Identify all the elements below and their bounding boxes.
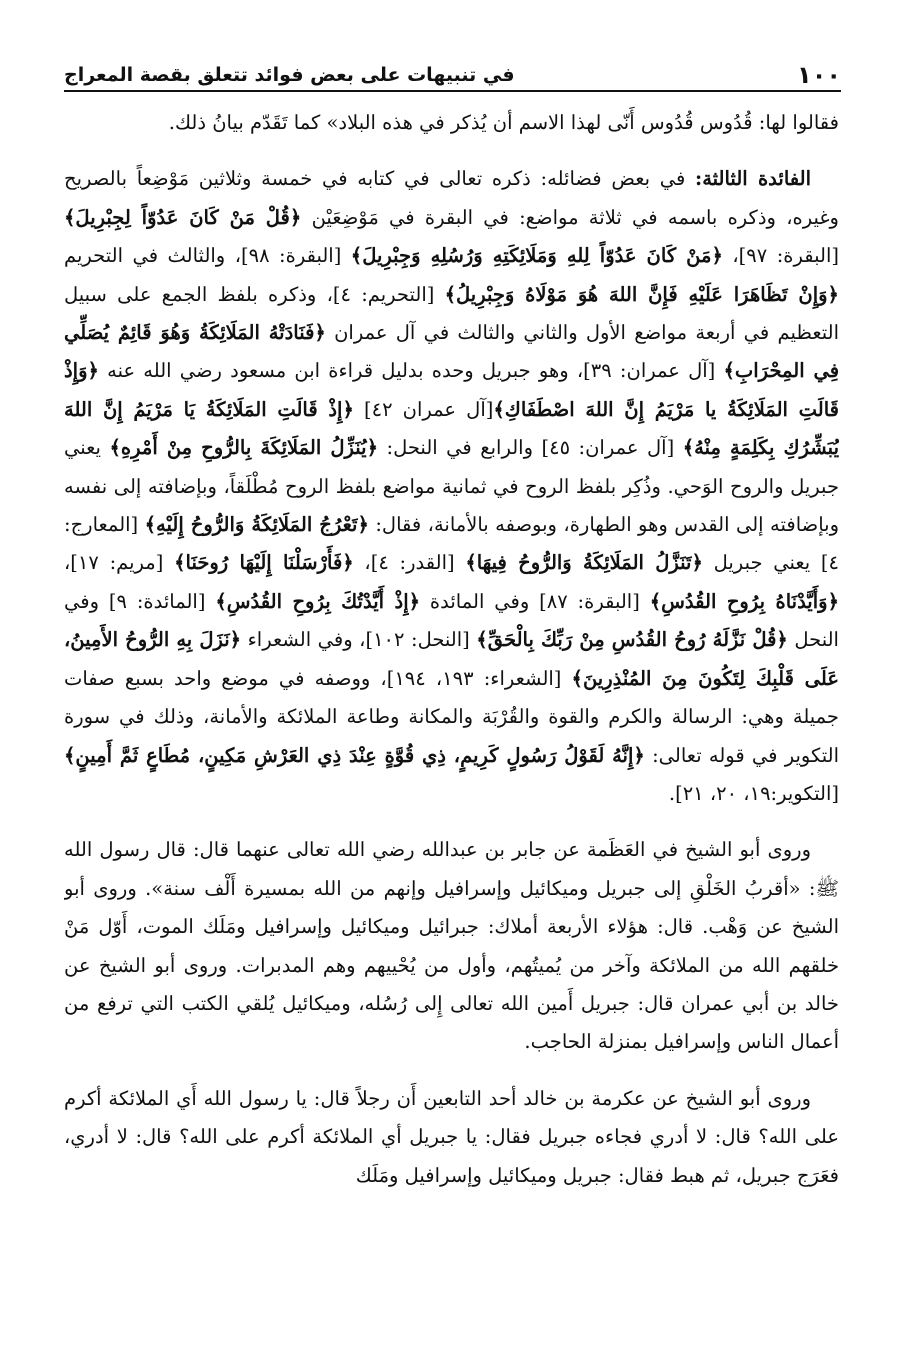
quran-verse: ﴿نَزَلَ بِهِ الرُّوحُ الأَمِينُ، عَلَى قَلْبِكَ لِتَكُونَ مِنَ المُنْذِرِينَ﴾ [64, 628, 839, 690]
paragraph-text: يعني جبريل والروح الوَحي. وذُكِر بلفظ الروح في ثمانية مواضع بلفظ الروح مُطْلَقاً، وبإضافته إلى نفسه وبإضافته إلى القدس وهو الطهارة، وبوصفه بالأمانة، فقال: [64, 436, 839, 537]
paragraph-text: [البقرة: ٩٨]، والثالث في التحريم [64, 244, 351, 268]
page-header [64, 50, 841, 90]
paragraph-text: [المائدة: ٩] وفي النحل [64, 589, 839, 652]
paragraph-text: وروى أبو الشيخ في العَظَمة عن جابر بن عبدالله رضي الله تعالى عنهما قال: قال رسول الله ﷺ: «أقربُ الخَلْقِ إلى جبريل وميكائيل وإسرافيل وإنهم من الله بمسيرة أَلْف سنة». وروى أبو الشيخ عن وَهْب. قال: هؤلاء الأربعة أملاك: جبرائيل وميكائيل وإسرافيل ومَلَك الموت، أَوّل مَنْ خلقهم الله من الملائكة وآخر من يُميتُهم، وأول من يُحْييهم وهم المدبرات. وروى أبو الشيخ عن خالد بن أبي عمران قال: جبريل أَمين الله تعالى إِلى رُسُله، وميكائيل يُلقي الكتب التي ترفع من أعمال الناس وإسرافيل بمنزلة الحاجب. [64, 838, 839, 1054]
paragraph-text: [الشعراء: ١٩٣، ١٩٤]، ووصفه في موضع واحد بسبع صفات جميلة وهي: الرسالة والكرم والقوة والقُرْبَة والمكانة وطاعة الملائكة والأمانة، وذلك في سورة التكوير في قوله تعالى: [64, 666, 839, 767]
quran-verse: ﴿قُلْ نَزَّلَهُ رُوحُ القُدُسِ مِنْ رَبِّكَ بِالْحَقِّ﴾ [476, 628, 788, 652]
paragraph-text: [التكوير:١٩، ٢٠، ٢١]. [668, 781, 839, 805]
header-rule [64, 90, 841, 92]
paragraph-2 [64, 160, 839, 813]
paragraph-text: [مريم: ١٧]، [64, 551, 175, 575]
quran-verse: ﴿فَنَادَتْهُ المَلَائِكَةُ وَهُوَ قَائِمٌ يُصَلِّي فِي المِحْرَابِ﴾ [64, 321, 839, 383]
page-number: ١٠٠ [797, 61, 841, 89]
paragraph-text: [المعارج: ٤] يعني جبريل [64, 513, 839, 575]
quran-verse: ﴿إِذْ قَالَتِ المَلَائِكَةُ يَا مَرْيَمُ إِنَّ اللهَ يُبَشِّرُكِ بِكَلِمَةٍ مِنْهُ﴾ [64, 397, 839, 460]
quran-verse: ﴿قُلْ مَنْ كَانَ عَدُوّاً لِجِبْرِيلَ﴾ [64, 205, 302, 229]
paragraph-text: [آل عمران: ٤٥] والرابع في النحل: [378, 436, 683, 460]
paragraph-text: فقالوا لها: قُدُوس قُدُوس أَنّى لهذا الاسم أن يُذكر في هذه البلاد» كما تَقَدّم بيانُ ذلك. [168, 111, 839, 134]
quran-verse: ﴿وَأَيَّدْنَاهُ بِرُوحِ القُدُسِ﴾ [649, 589, 839, 613]
paragraph-text: [النحل: ١٠٢]، وفي الشعراء [241, 628, 477, 652]
paragraph-text: [آل عمران: ٣٩]، وهو جبريل وحده بدليل قراءة ابن مسعود رضي الله عنه [98, 359, 724, 383]
paragraph-text: [البقرة: ٨٧] وفي المائدة [420, 589, 650, 613]
quran-verse: ﴿مَنْ كَانَ عَدُوّاً لِلهِ وَمَلَائِكَتِهِ وَرُسُلِهِ وَجِبْرِيلَ﴾ [350, 244, 723, 268]
running-title: في تنبيهات على بعض فوائد تتعلق بقصة المعراج [64, 64, 515, 86]
quran-verse: ﴿إِذْ أَيَّدْتُكَ بِرُوحِ القُدُسِ﴾ [215, 589, 421, 613]
paragraph-text: [البقرة: ٩٧]، [722, 244, 839, 268]
quran-verse: ﴿فَأَرْسَلْنَا إِلَيْهَا رُوحَنَا﴾ [174, 551, 354, 575]
quran-verse: ﴿يُنَزِّلُ المَلَائِكَةَ بِالرُّوحِ مِنْ أَمْرِهِ﴾ [109, 436, 379, 460]
paragraph-text: في بعض فضائله: ذكره تعالى في كتابه في خمسة وثلاثين مَوْضِعاً بالصريح وغيره، وذكره باسمه في ثلاثة مواضع: في البقرة في مَوْضِعَيْن [64, 167, 839, 229]
quran-verse: ﴿وَإِنْ تَظَاهَرَا عَلَيْهِ فَإِنَّ اللهَ هُوَ مَوْلَاهُ وَجِبْرِيلُ﴾ [444, 282, 839, 306]
quran-verse: ﴿تَعْرُجُ المَلَائِكَةُ وَالرُّوحُ إِلَيْهِ﴾ [144, 513, 369, 537]
page-body [64, 104, 839, 1339]
section-heading: الفائدة الثالثة: [695, 167, 812, 191]
paragraph-text: [التحريم: ٤]، وذكره بلفظ الجمع على سبيل التعظيم في أربعة مواضع الأول والثاني والثالث في آل عمران [64, 282, 839, 345]
paragraph-4 [64, 1080, 839, 1195]
quran-verse: ﴿وَإِذْ قَالَتِ المَلَائِكَةُ يا مَرْيَمُ إِنَّ اللهَ اصْطَفَاكِ﴾ [64, 359, 839, 421]
paragraph-3 [64, 831, 839, 1061]
quran-verse: ﴿تَنَزَّلُ المَلَائِكَةُ وَالرُّوحُ فِيهَا﴾ [465, 551, 703, 575]
paragraph-1 [64, 104, 839, 142]
paragraph-text: [القدر: ٤]، [353, 551, 466, 575]
paragraph-text: وروى أبو الشيخ عن عكرمة بن خالد أحد التابعين أَن رجلاً قال: يا رسول الله أَي الملائكة أكرم على الله؟ قال: لا أدري فجاءه جبريل فقال: يا جبريل أي الملائكة أكرم على الله؟ قال: لا أدري، فعَرَج جبريل، ثم هبط فقال: جبريل وميكائيل وإسرافيل ومَلَك [64, 1086, 839, 1187]
quran-verse: ﴿إِنَّهُ لَقَوْلُ رَسُولٍ كَرِيمٍ، ذِي قُوَّةٍ عِنْدَ ذِي العَرْشِ مَكِينٍ، مُطَاعٍ ثَمَّ أَمِينٍ﴾ [64, 743, 645, 767]
paragraph-text: [آل عمران ٤٢] [353, 397, 494, 421]
